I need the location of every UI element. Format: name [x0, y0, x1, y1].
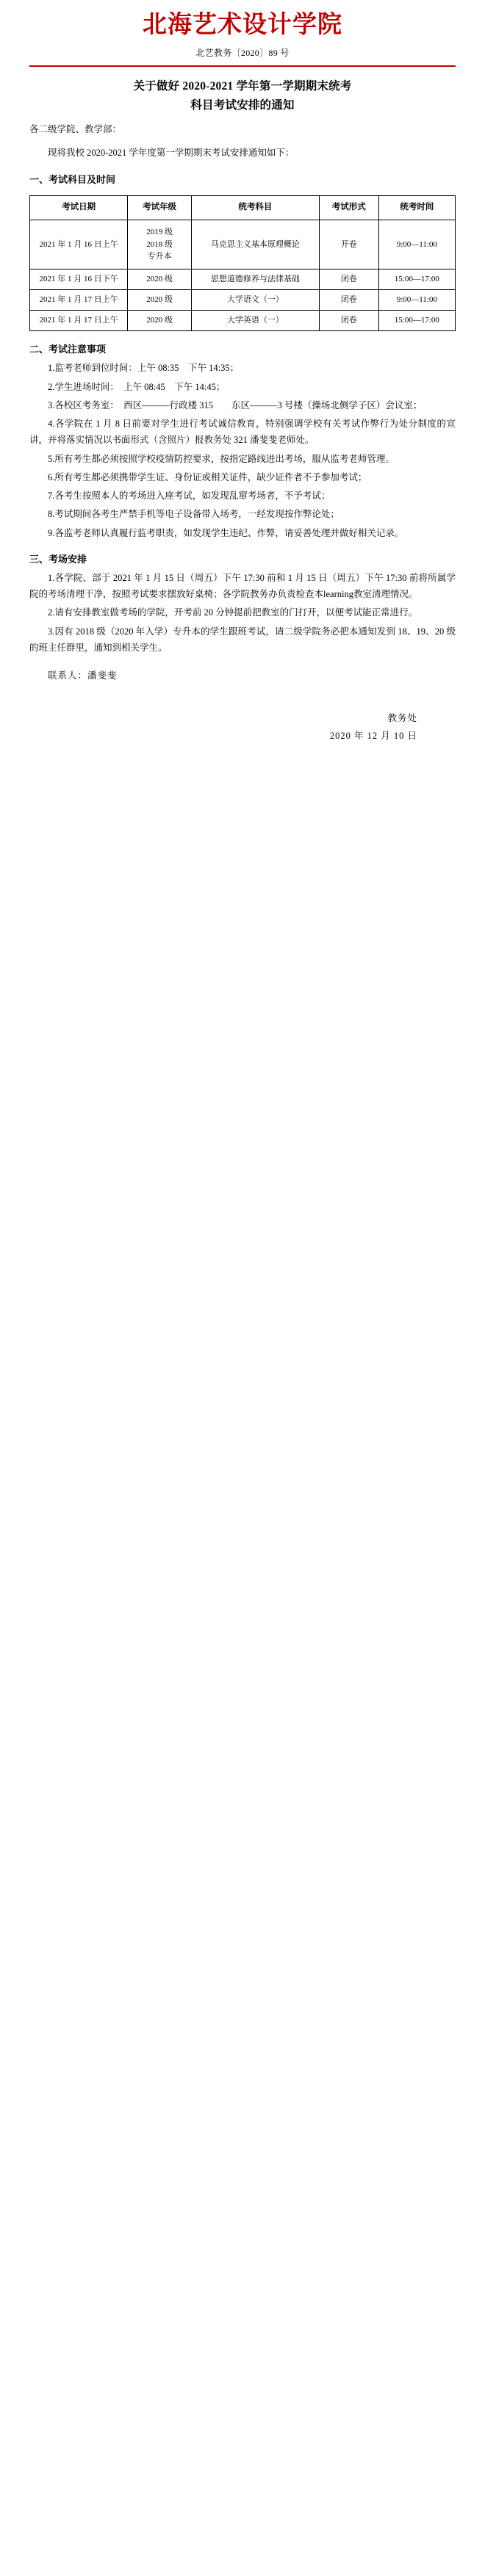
table-row: [30, 220, 456, 269]
list-item: 9.各监考老师认真履行监考职责，如发现学生违纪、作弊，请妥善处理并做好相关记录。: [48, 527, 404, 538]
grade-value: 2019 级: [146, 228, 173, 237]
cell-grade: [128, 220, 192, 269]
page-title-line2: 科目考试安排的通知: [190, 98, 295, 112]
table-header-row: [30, 196, 456, 220]
document-number: 北艺教务〔2020〕89 号: [195, 48, 290, 59]
cell-form: 闭卷: [319, 311, 378, 331]
column-header-subject: 统考科目: [192, 196, 320, 220]
institution-name: 北海艺术设计学院: [143, 12, 342, 38]
column-header-form: 考试形式: [319, 196, 378, 220]
section-heading-1: 一、考试科目及时间: [29, 174, 116, 186]
cell-form: 开卷: [319, 220, 378, 269]
table-row: [30, 290, 456, 311]
list-item: 8.考试期间各考生严禁手机等电子设备带入场考，一经发现按作弊论处；: [48, 509, 340, 520]
list-item: 2.学生进场时间： 上午 08:45 下午 14:45；: [48, 381, 226, 392]
column-header-time: 统考时间: [378, 196, 455, 220]
list-item: 7.各考生按照本人的考场进入座考试，如发现乱窜考场者，不予考试；: [48, 491, 331, 502]
section-heading-3: 三、考场安排: [29, 553, 87, 565]
cell-subject: 思想道德修养与法律基础: [192, 269, 320, 290]
grade-value: 专升本: [147, 252, 172, 261]
cell-subject: 大学英语（一）: [192, 311, 320, 331]
contact-line: [29, 667, 456, 684]
addressee-line: 各二级学院、教学部：: [29, 124, 122, 135]
cell-grade: 2020 级: [128, 311, 192, 331]
list-item: 2.请有安排教室做考场的学院，开考前 20 分钟提前把教室的门打开，以便考试能正常进行。: [48, 607, 418, 618]
cell-grade: 2020 级: [128, 290, 192, 311]
cell-subject: 大学语文（一）: [192, 290, 320, 311]
page-title: [29, 77, 456, 115]
column-header-grade: 考试年级: [128, 196, 192, 220]
issue-date: 2020 年 12 月 10 日: [329, 731, 417, 742]
list-item: 4.各学院在 1 月 8 日前要对学生进行考试诚信教育，特别强调学校有关考试作弊行为处分制度的宣讲，并将落实情况以书面形式（含照片）报教务处 321 潘斐斐老师处。: [29, 419, 456, 446]
masthead: [29, 12, 456, 38]
cell-form: 闭卷: [319, 290, 378, 311]
cell-form: 闭卷: [319, 269, 378, 290]
list-item: 3.因有 2018 级（2020 年入学）专升本的学生跟班考试，请二级学院务必把本通知发到 18、19、20 级的班主任群里，通知到相关学生。: [29, 626, 456, 653]
page-title-line1: 关于做好 2020-2021 学年第一学期期末统考: [133, 80, 352, 93]
list-item: 5.所有考生都必须按照学校疫情防控要求，按指定路线进出考场，服从监考老师管理。: [48, 453, 395, 464]
issuing-department: 教务处: [387, 712, 417, 723]
table-row: [30, 269, 456, 290]
cell-time: 9:00—11:00: [378, 290, 455, 311]
cell-time: 9:00—11:00: [378, 220, 455, 269]
list-item: 3.各校区考务室： 西区———行政楼 315 东区———3 号楼（操场北侧学子区）会议室；: [48, 399, 423, 410]
grade-value: 2018 级: [146, 239, 173, 249]
cell-time: 15:00—17:00: [378, 311, 455, 331]
list-item: 1.各学院、部于 2021 年 1 月 15 日（周五）下午 17:30 前和 1 月 15 日（周五）下午 17:30 前将所属学院的考场清理干净，按照考试要求摆放好桌椅；各学院教务办负责检查本learning教室清理情况。: [29, 572, 456, 600]
exam-schedule-table: [29, 195, 456, 331]
intro-body: 现将我校 2020-2021 学年度第一学期期末考试安排通知如下：: [48, 148, 295, 159]
red-divider-rule: [29, 65, 456, 67]
contact-name: 潘斐斐: [87, 670, 118, 681]
list-item: 1.监考老师到位时间：上午 08:35 下午 14:35；: [48, 363, 240, 374]
signature-block: [29, 709, 456, 745]
cell-date: 2021 年 1 月 17 日上午: [30, 311, 128, 331]
cell-date: 2021 年 1 月 17 日上午: [30, 290, 128, 311]
cell-subject: 马克思主义基本原理概论: [192, 220, 320, 269]
cell-date: 2021 年 1 月 16 日下午: [30, 269, 128, 290]
contact-label: 联系人：: [48, 670, 88, 681]
list-item: 6.所有考生都必须携带学生证、身份证或相关证件，缺少证件者不予参加考试；: [48, 471, 367, 482]
section-heading-2: 二、考试注意事项: [29, 344, 107, 355]
cell-grade: 2020 级: [128, 269, 192, 290]
cell-date: 2021 年 1 月 16 日上午: [30, 220, 128, 269]
cell-time: 15:00—17:00: [378, 269, 455, 290]
table-row: [30, 311, 456, 331]
column-header-date: 考试日期: [30, 196, 128, 220]
